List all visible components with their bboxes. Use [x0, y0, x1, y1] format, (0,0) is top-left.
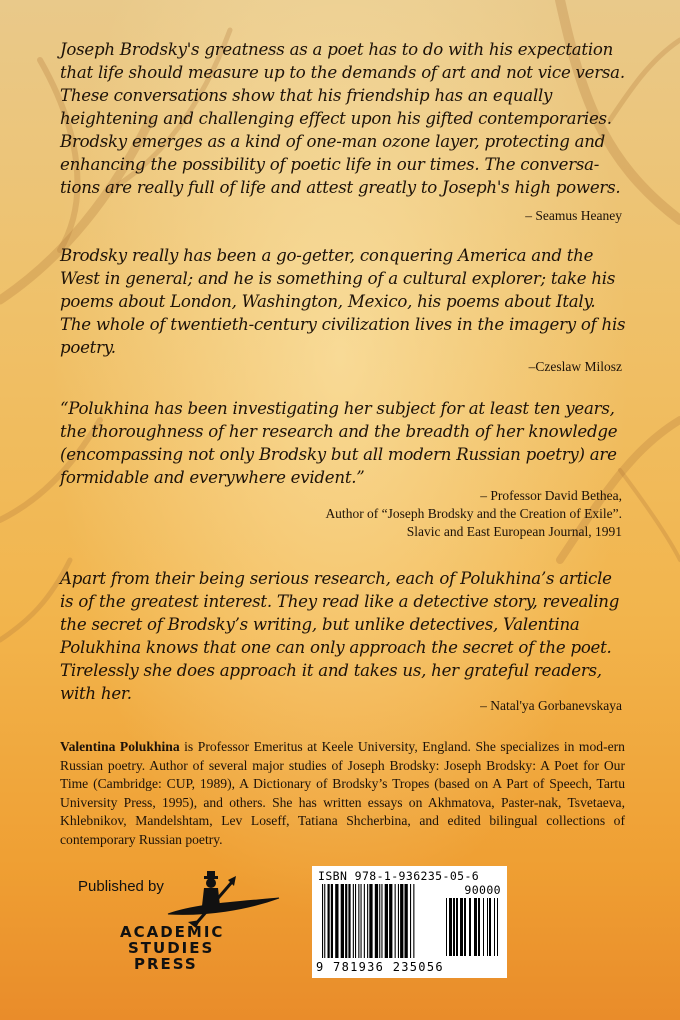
attribution-line: Slavic and East European Journal, 1991: [406, 524, 622, 539]
quote-milosz: Brodsky really has been a go-getter, conquering America and the West in general; and he is something of a cultural explorer; take his poems about London, Washington, Mexico, his poems about Italy. The whole of twentieth-century civilization lives in the imagery of his poetry.: [60, 246, 626, 357]
attribution-bethea: [325, 487, 622, 541]
author-bio-text: is Professor Emeritus at Keele University, England. She specializes in mod-ern Russian poetry. Author of several major studies of Joseph Brodsky: Joseph Brodsky: A Poet for Our Time (Cambridge: CUP, 1989), A Dictionary of Brodsky’s Tropes (based on A Part of Speech, Tartu University Press, 1995), and others. She has written essays on Akhmatova, Paster-nak, Tsvetaeva, Khlebnikov, Mandelshtam, Lev Loseff, Tatiana Shcherbina, and edited bilingual collections of contemporary Russian poetry.: [60, 739, 625, 847]
author-name: Valentina Polukhina: [60, 739, 180, 754]
barcode-bar: [483, 898, 484, 956]
barcode-bar: [369, 884, 372, 958]
kayak-rower-icon: [166, 868, 281, 928]
barcode-bar: [367, 884, 368, 958]
barcode-bar: [395, 884, 396, 958]
barcode-bar: [375, 884, 378, 958]
barcode-bar: [389, 884, 392, 958]
isbn-number: ISBN 978-1-936235-05-6: [318, 869, 480, 883]
barcode-bar: [453, 898, 455, 956]
price-code: 90000: [464, 883, 501, 897]
barcode-bar: [446, 898, 447, 956]
barcode-bars: [320, 882, 500, 962]
barcode-bar: [489, 898, 491, 956]
barcode-bar: [449, 898, 452, 956]
barcode-bar: [413, 884, 414, 958]
barcode-bar: [364, 884, 365, 958]
attribution-line: – Seamus Heaney: [525, 208, 622, 223]
barcode-bar: [405, 884, 408, 958]
barcode-bar: [335, 884, 338, 958]
publisher-block: [78, 868, 278, 978]
barcode-bar: [355, 884, 356, 958]
barcode-bar: [348, 884, 350, 958]
barcode-bar: [328, 884, 330, 958]
barcode-bar: [478, 898, 480, 956]
attribution-line: – Professor David Bethea,: [480, 488, 622, 503]
barcode-bar: [385, 884, 388, 958]
attribution-gorbanevskaya: [480, 697, 622, 715]
attribution-line: Author of “Joseph Brodsky and the Creation of Exile”.: [325, 506, 622, 521]
author-bio: [60, 738, 625, 849]
barcode-bar: [324, 884, 325, 958]
barcode-bar: [345, 884, 347, 958]
barcode-bar: [474, 898, 477, 956]
barcode-bar: [381, 884, 382, 958]
barcode-bar: [469, 898, 471, 956]
barcode-bar: [398, 884, 399, 958]
publisher-name-line: STUDIES: [128, 939, 215, 957]
isbn-barcode: [312, 866, 507, 978]
publisher-name-line: ACADEMIC: [120, 923, 225, 941]
attribution-heaney: [525, 207, 622, 225]
quote-gorbanevskaya: Apart from their being serious research, each of Polukhina’s article is of the greatest interest. They read like a detective story, revealing the secret of Brodsky’s writing, but unlike detectives, Valentina Polukhina knows that one can only approach the secret of the poet. Tirelessly she does approach it and takes us, her grateful readers, with her.: [60, 569, 620, 703]
barcode-bar: [494, 898, 495, 956]
attribution-line: – Natal'ya Gorbanevskaya: [480, 698, 622, 713]
attribution-milosz: [529, 358, 622, 376]
ean-number: 9 781936 235056: [316, 960, 444, 974]
barcode-bar: [497, 898, 498, 956]
barcode-bar: [322, 884, 323, 958]
barcode-bar: [341, 884, 344, 958]
barcode-bar: [456, 898, 458, 956]
barcode-bar: [410, 884, 411, 958]
barcode-bar: [487, 898, 488, 956]
quote-bethea: “Polukhina has been investigating her subject for at least ten years, the thoroughness of her research and the breadth of her knowledge (encompassing not only Brodsky but all modern Russian poetry) are formidable and everywhere evident.”: [60, 399, 618, 487]
barcode-bar: [331, 884, 333, 958]
quote-heaney: Joseph Brodsky's greatness as a poet has to do with his expectation that life should measure up to the demands of art and not vice versa. These conversations show that his friendship has an equally heightening and challenging effect upon his gifted contemporaries. Brodsky emerges as a kind of one-man ozone layer, protecting and enhancing the possibility of poetic life in our times. The conversa-tions are really full of life and attest greatly to Joseph's high powers.: [60, 40, 625, 197]
published-by-label: Published by: [78, 878, 164, 895]
publisher-name-line: PRESS: [134, 955, 198, 973]
barcode-bar: [464, 898, 466, 956]
barcode-bar: [358, 884, 359, 958]
barcode-bar: [400, 884, 403, 958]
barcode-bar: [361, 884, 362, 958]
barcode-bar: [460, 898, 463, 956]
barcode-bar: [353, 884, 354, 958]
attribution-line: –Czeslaw Milosz: [528, 359, 622, 374]
barcode-bar: [379, 884, 380, 958]
